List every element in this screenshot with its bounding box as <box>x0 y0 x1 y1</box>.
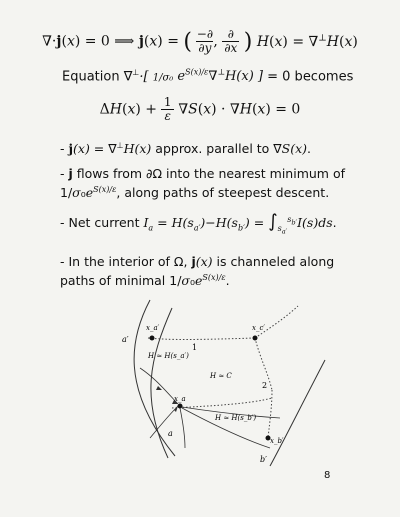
label-x-b-prime: x_b′ <box>270 437 284 445</box>
label-h-sb: H ≈ H(s_b′) <box>215 414 257 422</box>
bullet-flow-direction: - j flows from ∂Ω into the nearest minimum of $1/\sigma_0e^{S(x)/\varepsilon}$, along paths of steepest descent. <box>60 166 345 201</box>
equation-becomes-line: Equation ∇⊥·[ 1/σ₀ $e^{S(x)/\varepsilon}\nabla^\perp H(x)$ ] = 0 becomes <box>62 68 354 85</box>
label-x-a: x_a <box>174 395 186 403</box>
label-h-sa: H ≈ H(s_a′) <box>148 352 189 360</box>
flow-line-2 <box>150 406 178 438</box>
point-x-c-prime <box>253 336 258 341</box>
separatrix-top-right <box>255 306 298 338</box>
flow-line-3 <box>180 408 185 448</box>
equation-divergence: ∇·j(x) = 0 ⟹ j(x) = ( −∂ ∂y , ∂ ∂x ) H(x) = ∇⊥H(x) <box>42 27 358 55</box>
label-a: a <box>168 429 173 438</box>
flow-line-1 <box>140 368 178 404</box>
label-x-a-prime: x_a′ <box>146 324 160 332</box>
separatrix-top <box>148 338 255 340</box>
bullet-net-current: - Net current $I_a = H(s_{a'})-H(s_{b'}) = \int_{s_{a'}}^{s_{b'}}I(s)ds$. <box>60 211 337 236</box>
label-region-1: 1 <box>192 343 198 352</box>
separatrix-lower <box>268 390 272 438</box>
domain-diagram <box>110 298 340 468</box>
label-h-c: H ≈ C <box>210 372 232 380</box>
separatrix-bottom <box>172 398 272 408</box>
boundary-curve-right <box>270 360 325 466</box>
label-x-c-prime: x_c′ <box>252 324 265 332</box>
equation-pde: ΔH(x) + 1 ε ∇S(x) · ∇H(x) = 0 <box>99 95 301 123</box>
label-a-prime: a′ <box>122 335 129 344</box>
page-number: 8 <box>324 470 331 481</box>
bullet-interior-channel: - In the interior of Ω, j(x) is channeled along paths of minimal $1/\sigma_0e^{S(x)/\varepsilon}$. <box>60 254 335 289</box>
point-x-a <box>178 404 183 409</box>
label-region-2: 2 <box>262 381 268 390</box>
point-a-prime <box>150 336 155 341</box>
label-b-prime: b′ <box>260 455 267 464</box>
bullet-current-parallel: - j(x) = ∇⊥H(x) approx. parallel to ∇S(x). <box>60 141 312 157</box>
